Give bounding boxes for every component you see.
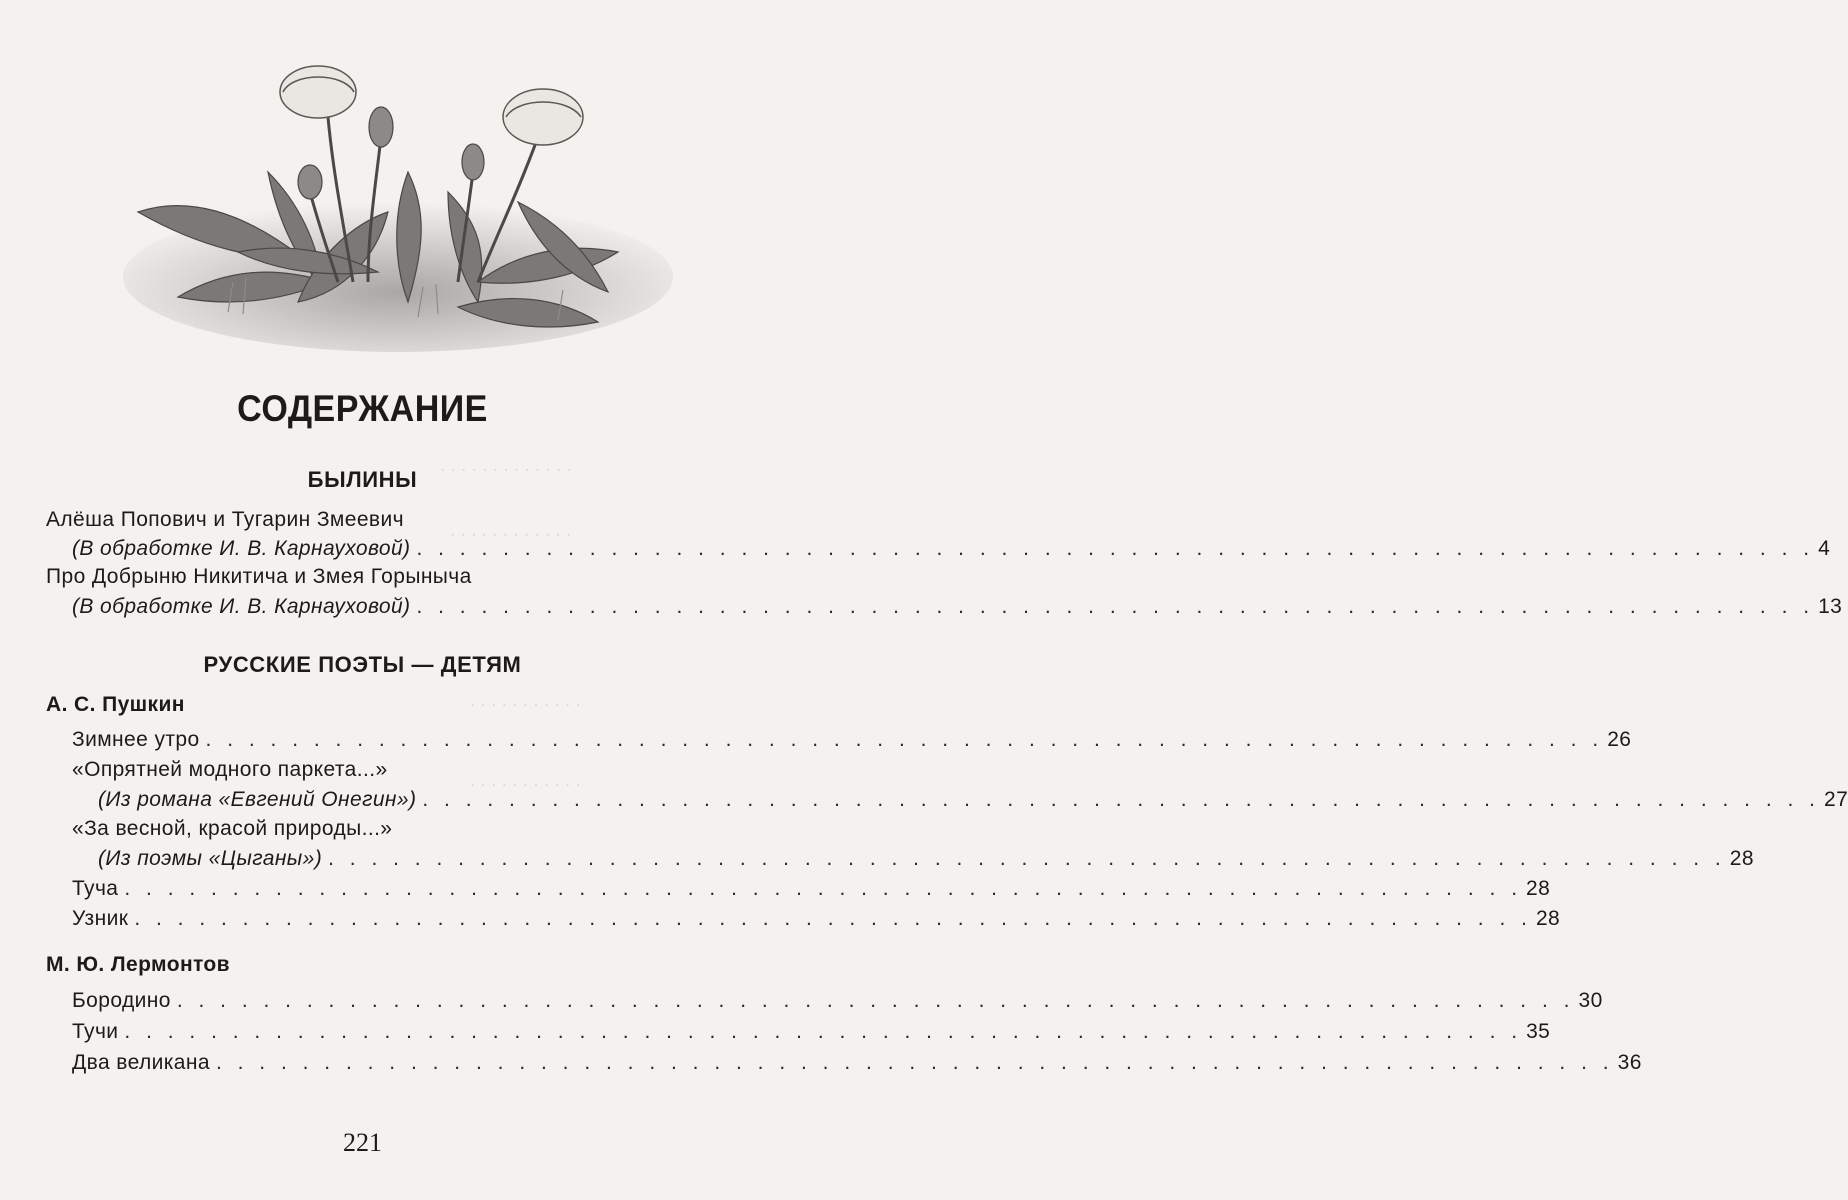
toc-page-number: 30 xyxy=(1578,989,1603,1012)
leader-dots: . . . . . . . . . . . . . . . . . . . . . . . . . . . . . . . . . . . . . . . . . . . . . . . . . . . . . . . . . . . . . . . . . xyxy=(205,728,1604,751)
toc-page-number: 28 xyxy=(1729,847,1754,870)
toc-entry-title: Бородино xyxy=(72,989,171,1012)
toc-entry-title: Про Добрыню Никитича и Змея Горыныча xyxy=(46,565,472,588)
toc-page-number: 28 xyxy=(1535,907,1561,930)
leader-dots: . . . . . . . . . . . . . . . . . . . . . . . . . . . . . . . . . . . . . . . . . . . . . . . . . . . . . . . . . . . . . . . . . xyxy=(124,1020,1523,1043)
page-number: 221 xyxy=(343,1128,382,1157)
toc-page-number: 27 xyxy=(1824,788,1848,811)
leader-dots: . . . . . . . . . . . . . . . . . . . . . . . . . . . . . . . . . . . . . . . . . . . . . . . . . . . . . . . . . . . . . . . . . xyxy=(176,989,1575,1012)
toc-entry-title: Тучи xyxy=(72,1020,119,1043)
toc-page-number: 28 xyxy=(1526,877,1551,900)
section-heading-poets: РУССКИЕ ПОЭТЫ — ДЕТЯМ xyxy=(203,652,522,677)
toc-entry-note: (В обработке И. В. Карнауховой) xyxy=(72,537,411,560)
page-title: СОДЕРЖАНИЕ xyxy=(237,388,488,429)
toc-entry xyxy=(72,877,1551,901)
toc-entry xyxy=(72,989,1603,1013)
toc-page-number: 4 xyxy=(1818,537,1831,560)
toc-entry-title: «За весной, красой природы...» xyxy=(72,817,393,840)
toc-entry-title: Туча xyxy=(72,877,119,900)
toc-page-number: 13 xyxy=(1818,595,1843,618)
toc-entry-title: «Опрятней модного паркета...» xyxy=(72,758,388,781)
section-heading-byliny: БЫЛИНЫ xyxy=(307,467,418,492)
toc-entry xyxy=(72,537,1831,561)
leader-dots: . . . . . . . . . . . . . . . . . . . . . . . . . . . . . . . . . . . . . . . . . . . . . . . . . . . . . . . . . . . . . . . . . xyxy=(416,537,1815,560)
toc-entry-title: Зимнее утро xyxy=(72,728,200,751)
author-name: А. С. Пушкин xyxy=(46,693,185,716)
toc-entry-note: (Из поэмы «Цыганы») xyxy=(98,847,323,870)
toc-entry xyxy=(98,847,1754,871)
toc-entry xyxy=(72,1020,1551,1044)
toc-entry xyxy=(72,595,1843,619)
leader-dots: . . . . . . . . . . . . . . . . . . . . . . . . . . . . . . . . . . . . . . . . . . . . . . . . . . . . . . . . . . . . . . . . . xyxy=(134,907,1532,930)
toc-entry-note: (В обработке И. В. Карнауховой) xyxy=(72,595,411,618)
toc-page-number: 26 xyxy=(1607,728,1632,751)
flower-heads xyxy=(280,66,583,145)
toc-entry xyxy=(98,788,1848,812)
leader-dots: . . . . . . . . . . . . . . . . . . . . . . . . . . . . . . . . . . . . . . . . . . . . . . . . . . . . . . . . . . . . . . . . . xyxy=(416,595,1815,618)
toc-entry xyxy=(72,728,1632,752)
toc-entry xyxy=(72,907,1561,931)
leader-dots: . . . . . . . . . . . . . . . . . . . . . . . . . . . . . . . . . . . . . . . . . . . . . . . . . . . . . . . . . . . . . . . . . xyxy=(328,847,1726,870)
toc-page-number: 36 xyxy=(1617,1051,1642,1074)
toc-entry-title: Узник xyxy=(72,907,129,930)
leader-dots: . . . . . . . . . . . . . . . . . . . . . . . . . . . . . . . . . . . . . . . . . . . . . . . . . . . . . . . . . . . . . . . . . xyxy=(422,788,1821,811)
book-page: . . . . . . . . . . . . . . . . . . . . . . . . . . . . . . . . . . . . . . . . . . . . . . . СОДЕРЖАНИЕ БЫЛИНЫ Алёша Попович и Тугарин Змеевич (В обработке И. В. Карнауховой) . . . . . . . . . . . . . . . . . . . . . . . . . . . . . . . . . . . . . . . . . . . . . . . . . . . . . . . . . . . . . . . . . 4 Про Добрыню Никитича и Змея Горыныча (В обработке И. В. Карнауховой) . . . . . . . . . . . . . . . . . . . . . . . . . . . . . . . . . . . . . . . . . . . . . . . . . . . . . . . . . . . . . . . . . 13 РУССКИЕ ПОЭТЫ — ДЕТЯМ А. С. Пушкин Зимнее утро . . . . . . . . . . . . . . . . . . . . . . . . . . . . . . . . . . . . . . . . . . . . . . . . . . . . . . . . . . . . . . . . . 26 «Опрятней модного паркета...» (Из романа «Евгений Онегин») . . . . . . . . . . . . . . . . . . . . . . . . . . . . . . . . . . . . . . . . . . . . . . . . . . . . . . . . . . . . . . . . . 27 «За весной, красой природы...» (Из поэмы «Цыганы») . . . . . . . . . . . . . . . . . . . . . . . . . . . . . . . . . . . . . . . . . . . . . . . . . . . . . . . . . . . . . . . . . 28 Туча . . . . . . . . . . . . . . . . . . . . . . . . . . . . . . . . . . . . . . . . . . . . . . . . . . . . . . . . . . . . . . . . . 28 Узник . . . . . . . . . . . . . . . . . . . . . . . . . . . . . . . . . . . . . . . . . . . . . . . . . . . . . . . . . . . . . . . . . 28 М. Ю. Лермонтов Бородино . . . . . . . . . . . . . . . . . . . . . . . . . . . . . . . . . . . . . . . . . . . . . . . . . . . . . . . . . . . . . . . . . 30 Тучи . . . . . . . . . . . . . . . . . . . . . . . . . . . . . . . . . . . . . . . . . . . . . . . . . . . . . . . . . . . . . . . . . 35 Два великана . . . . . . . . . . . . . . . . . . . . . . . . . . . . . . . . . . . . . . . . . . . . . . . . . . . . . . . . . . . . . . . . . 36 221 xyxy=(0,0,759,1200)
author-name: М. Ю. Лермонтов xyxy=(46,953,230,976)
flower-buds xyxy=(298,107,484,199)
toc-entry-title: Два великана xyxy=(72,1051,210,1074)
leader-dots: . . . . . . . . . . . . . . . . . . . . . . . . . . . . . . . . . . . . . . . . . . . . . . . . . . . . . . . . . . . . . . . . . xyxy=(215,1051,1614,1074)
leader-dots: . . . . . . . . . . . . . . . . . . . . . . . . . . . . . . . . . . . . . . . . . . . . . . . . . . . . . . . . . . . . . . . . . xyxy=(124,877,1523,900)
toc-entry-title: Алёша Попович и Тугарин Змеевич xyxy=(46,508,404,531)
toc-page-number: 35 xyxy=(1526,1020,1551,1043)
dandelion-illustration xyxy=(118,52,678,362)
toc-entry xyxy=(72,1051,1642,1075)
toc-entry-note: (Из романа «Евгений Онегин») xyxy=(98,788,417,811)
